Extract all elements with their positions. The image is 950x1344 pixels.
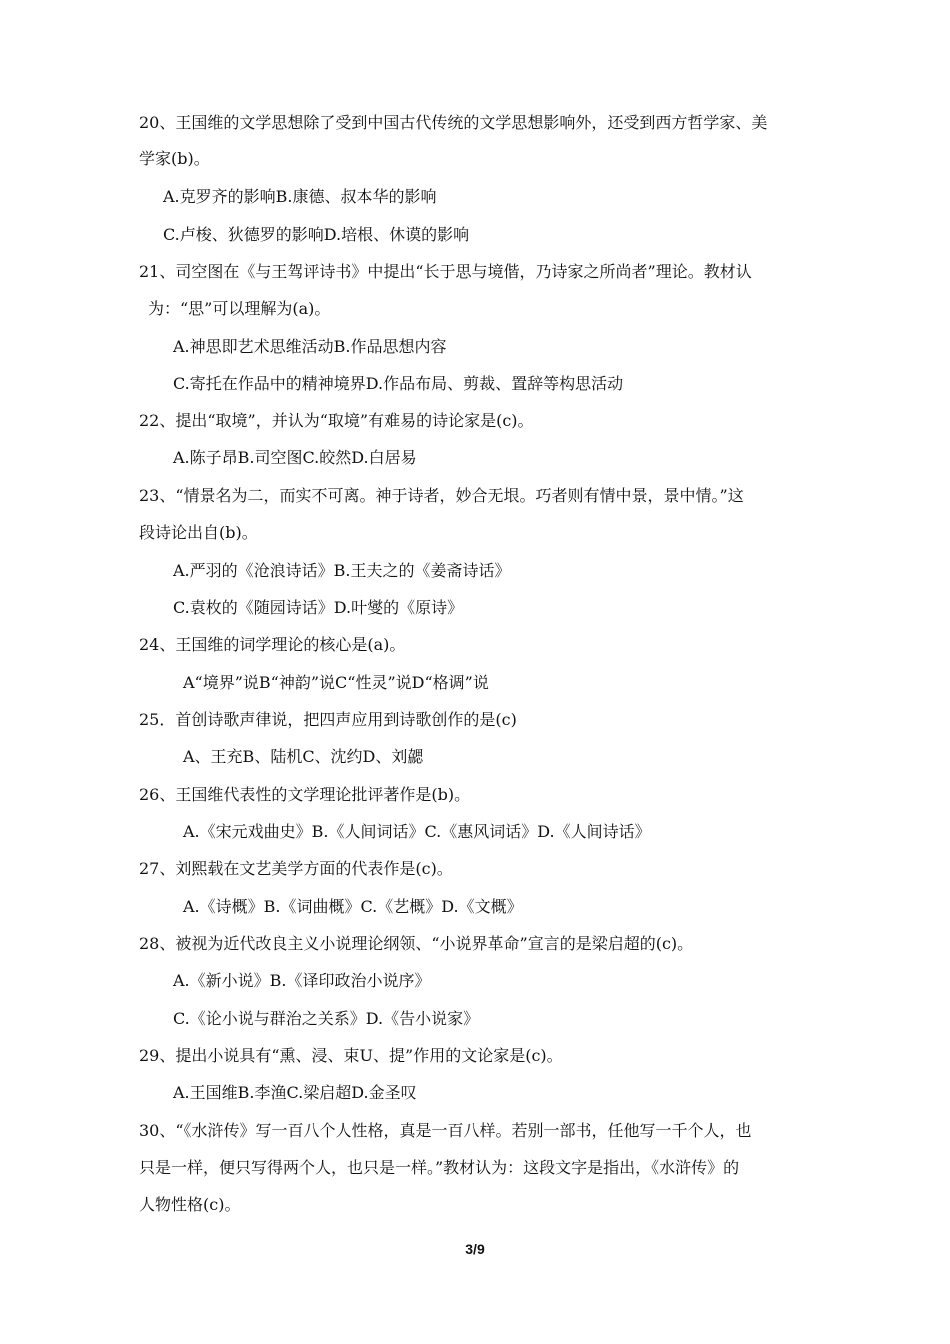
question-21-options-cd: C.寄托在作品中的精神境界D.作品布局、剪裁、置辞等构思活动 xyxy=(173,374,624,393)
question-27-text: 27、刘熙载在文艺美学方面的代表作是(c)。 xyxy=(139,859,453,878)
question-20-text-cont: 学家(b)。 xyxy=(139,149,210,168)
question-21-text-cont: 为：“思”可以理解为(a)。 xyxy=(148,299,331,318)
page-number: 3/9 xyxy=(465,1241,485,1257)
question-22-text: 22、提出“取境”，并认为“取境”有难易的诗论家是(c)。 xyxy=(139,411,534,430)
question-22-options: A.陈子昂B.司空图C.皎然D.白居易 xyxy=(173,448,417,467)
question-28-options-ab: A.《新小说》B.《译印政治小说序》 xyxy=(173,971,431,990)
question-29-text: 29、提出小说具有“熏、浸、束U、提”作用的文论家是(c)。 xyxy=(139,1046,563,1065)
question-21-options-ab: A.神思即艺术思维活动B.作品思想内容 xyxy=(173,337,447,356)
question-25-options: A、王充B、陆机C、沈约D、刘勰 xyxy=(183,747,424,766)
question-27-options: A.《诗概》B.《词曲概》C.《艺概》D.《文概》 xyxy=(183,897,523,916)
question-28-text: 28、被视为近代改良主义小说理论纲领、“小说界革命”宣言的是梁启超的(c)。 xyxy=(139,934,694,953)
question-23-text-cont: 段诗论出自(b)。 xyxy=(139,523,258,542)
question-23-options-cd: C.袁枚的《随园诗话》D.叶燮的《原诗》 xyxy=(173,598,464,617)
question-23-options-ab: A.严羽的《沧浪诗话》B.王夫之的《姜斋诗话》 xyxy=(173,561,511,580)
question-26-text: 26、王国维代表性的文学理论批评著作是(b)。 xyxy=(139,785,471,804)
question-23-text: 23、“情景名为二，而实不可离。神于诗者，妙合无垠。巧者则有情中景，景中情。”这 xyxy=(139,486,744,505)
question-26-options: A.《宋元戏曲史》B.《人间词话》C.《惠风词话》D.《人间诗话》 xyxy=(183,822,651,841)
question-21-text: 21、司空图在《与王驾评诗书》中提出“长于思与境偕，乃诗家之所尚者”理论。教材认 xyxy=(139,262,752,281)
question-30-text-cont-2: 人物性格(c)。 xyxy=(139,1195,241,1214)
question-24-options: A“境界”说B“神韵”说C“性灵”说D“格调”说 xyxy=(183,673,489,692)
question-20-text: 20、王国维的文学思想除了受到中国古代传统的文学思想影响外，还受到西方哲学家、美 xyxy=(139,113,768,132)
question-20-options-ab: A.克罗齐的影响B.康德、叔本华的影响 xyxy=(163,187,437,206)
question-25-text: 25．首创诗歌声律说，把四声应用到诗歌创作的是(c) xyxy=(139,710,517,729)
question-30-text: 30、“《水浒传》写一百八个人性格，真是一百八样。若别一部书，任他写一千个人，也 xyxy=(139,1121,752,1140)
question-29-options: A.王国维B.李渔C.梁启超D.金圣叹 xyxy=(173,1083,417,1102)
question-30-text-cont: 只是一样，便只写得两个人，也只是一样。”教材认为：这段文字是指出，《水浒传》的 xyxy=(139,1158,740,1177)
question-20-options-cd: C.卢梭、狄德罗的影响D.培根、休谟的影响 xyxy=(163,225,470,244)
question-24-text: 24、王国维的词学理论的核心是(a)。 xyxy=(139,635,406,654)
question-28-options-cd: C.《论小说与群治之关系》D.《告小说家》 xyxy=(173,1009,480,1028)
